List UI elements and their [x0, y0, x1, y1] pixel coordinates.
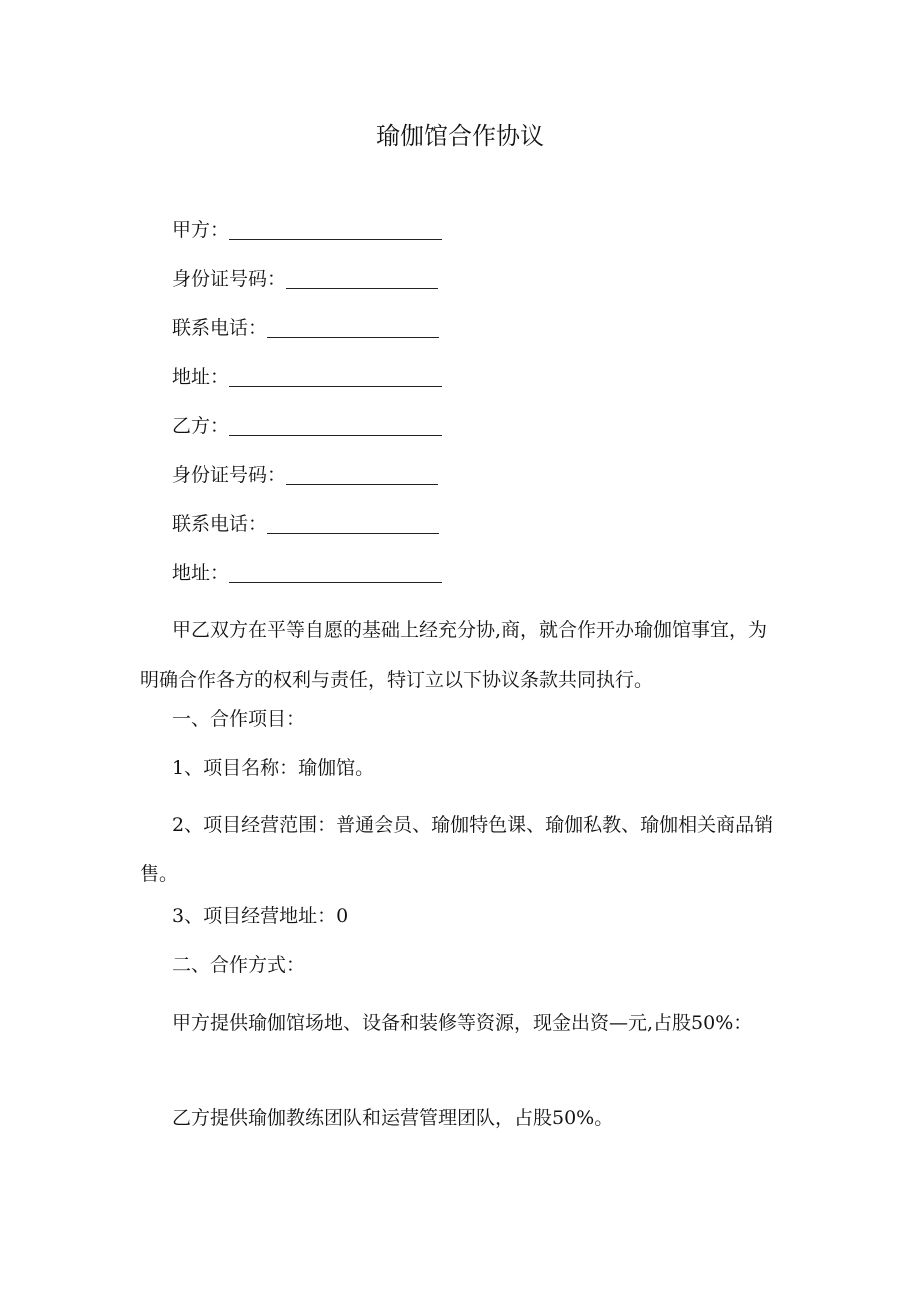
party-b-address-label: 地址： [172, 562, 230, 584]
section-1-item-3: 3、项目经营地址：0 [172, 905, 349, 927]
party-b-address-field [172, 557, 442, 589]
section-1-heading: 一、合作项目： [172, 708, 306, 730]
party-b-phone-label: 联系电话： [172, 513, 268, 535]
party-a-id-label: 身份证号码： [172, 268, 287, 290]
section-2-party-a-contribution: 甲方提供瑜伽馆场地、设备和装修等资源，现金出资—元,占股50%： [172, 1012, 753, 1034]
party-a-address-blank [229, 364, 442, 387]
party-b-phone-field [172, 508, 439, 540]
party-a-phone-blank [267, 315, 439, 338]
party-a-id-field [172, 263, 438, 295]
party-b-name-blank [229, 413, 442, 436]
document-title: 瑜伽馆合作协议 [376, 122, 544, 150]
party-b-id-field [172, 459, 438, 491]
party-a-address-field [172, 361, 442, 393]
intro-paragraph: 甲乙双方在平等自愿的基础上经充分协,商，就合作开办瑜伽馆事宜，为明确合作各方的权利与责任，特订立以下协议条款共同执行。 [140, 619, 768, 691]
section-1-item-2: 2、项目经营范围：普通会员、瑜伽特色课、瑜伽私教、瑜伽相关商品销售。 [140, 814, 774, 885]
party-a-phone-field [172, 312, 439, 344]
party-a-name-field [172, 214, 442, 246]
party-b-phone-blank [267, 511, 439, 534]
party-b-id-blank [286, 462, 438, 485]
party-b-address-blank [229, 560, 442, 583]
party-b-id-label: 身份证号码： [172, 464, 287, 486]
section-2-party-b-contribution: 乙方提供瑜伽教练团队和运营管理团队，占股50%。 [172, 1107, 614, 1129]
party-b-name-field [172, 410, 442, 442]
party-a-address-label: 地址： [172, 366, 230, 388]
section-1-item-1: 1、项目名称：瑜伽馆。 [172, 757, 375, 779]
party-a-phone-label: 联系电话： [172, 317, 268, 339]
party-a-name-blank [229, 217, 442, 240]
party-b-name-label: 乙方： [172, 415, 230, 437]
party-a-name-label: 甲方： [172, 219, 230, 241]
section-2-heading: 二、合作方式： [172, 954, 306, 976]
party-a-id-blank [286, 266, 438, 289]
